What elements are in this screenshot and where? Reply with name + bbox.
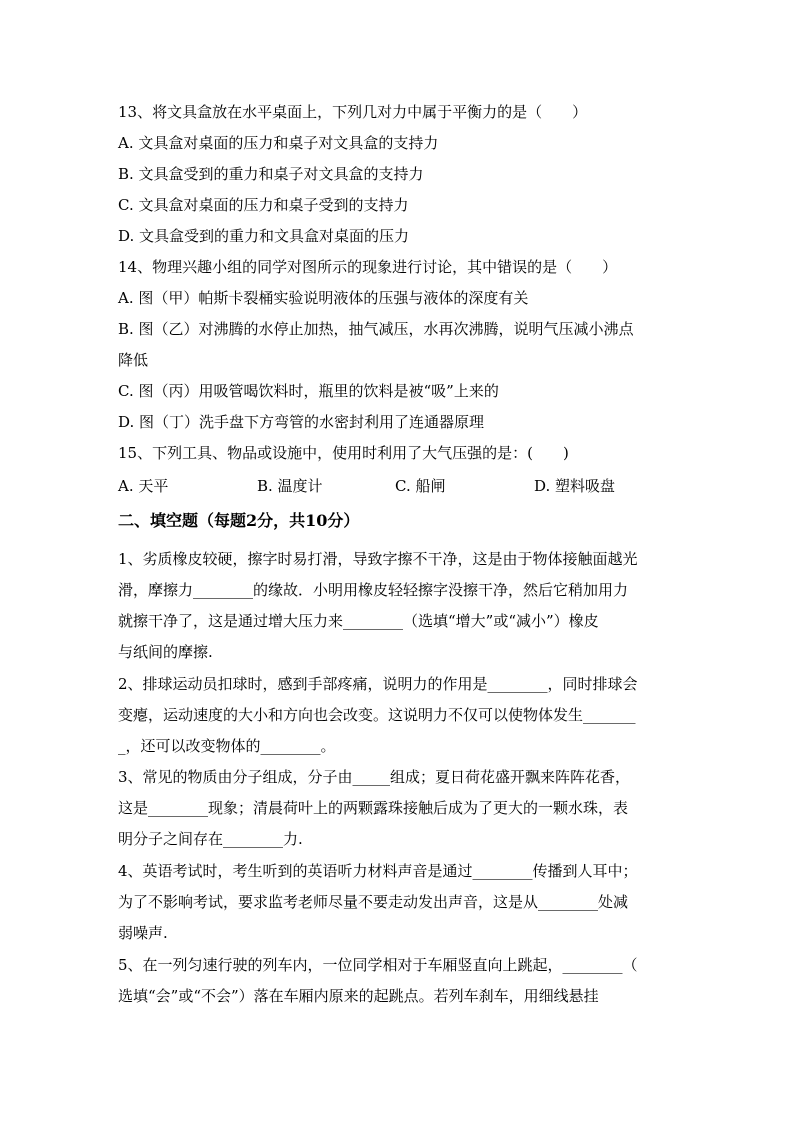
- fill2-line3: _，还可以改变物体的________。: [118, 737, 336, 755]
- q13-option-b: B. 文具盒受到的重力和桌子对文具盒的支持力: [118, 165, 424, 183]
- fill1-line1: 1、劣质橡皮较硬，擦字时易打滑，导致字擦不干净，这是由于物体接触面越光: [118, 550, 638, 568]
- q14-stem: 14、物理兴趣小组的同学对图所示的现象进行讨论，其中错误的是（ ）: [118, 258, 618, 276]
- q14-option-a: A. 图（甲）帕斯卡裂桶实验说明液体的压强与液体的深度有关: [118, 289, 529, 307]
- q14-option-b-line2: 降低: [118, 351, 149, 369]
- fill1-line3: 就擦干净了，这是通过增大压力来________（选填“增大”或“减小”）橡皮: [118, 612, 599, 630]
- fill5-line1: 5、在一列匀速行驶的列车内，一位同学相对于车厢竖直向上跳起，________（: [118, 956, 638, 974]
- q13-stem: 13、将文具盒放在水平桌面上，下列几对力中属于平衡力的是（ ）: [118, 103, 588, 121]
- q15-option-b: B. 温度计: [257, 477, 323, 495]
- q14-option-c: C. 图（丙）用吸管喝饮料时，瓶里的饮料是被“吸”上来的: [118, 382, 499, 400]
- fill4-line1: 4、英语考试时，考生听到的英语听力材料声音是通过________传播到人耳中；: [118, 862, 638, 880]
- q15-option-d: D. 塑料吸盘: [534, 477, 616, 495]
- fill4-line2: 为了不影响考试，要求监考老师尽量不要走动发出声音，这是从________处减: [118, 893, 629, 911]
- fill3-line3: 明分子之间存在________力.: [118, 830, 303, 848]
- fill2-line2: 变瘪，运动速度的大小和方向也会改变。这说明力不仅可以使物体发生_______: [118, 706, 636, 724]
- fill3-line1: 3、常见的物质由分子组成，分子由_____组成；夏日荷花盛开飘来阵阵花香，: [118, 768, 631, 786]
- section-heading: 二、填空题（每题2分，共10分）: [118, 511, 360, 530]
- fill1-line2: 滑，摩擦力________的缘故．小明用橡皮轻轻擦字没擦干净，然后它稍加用力: [118, 581, 629, 599]
- q13-option-d: D. 文具盒受到的重力和文具盒对桌面的压力: [118, 227, 410, 245]
- q15-stem: 15、下列工具、物品或设施中，使用时利用了大气压强的是：( ): [118, 444, 569, 462]
- fill3-line2: 这是________现象；清晨荷叶上的两颗露珠接触后成为了更大的一颗水珠，表: [118, 799, 629, 817]
- q15-option-a: A. 天平: [118, 477, 169, 495]
- fill5-line2: 选填“会”或“不会”）落在车厢内原来的起跳点。若列车刹车，用细线悬挂: [118, 987, 599, 1005]
- q13-option-c: C. 文具盒对桌面的压力和桌子受到的支持力: [118, 196, 409, 214]
- fill1-line4: 与纸间的摩擦.: [118, 643, 213, 661]
- q13-option-a: A. 文具盒对桌面的压力和桌子对文具盒的支持力: [118, 134, 439, 152]
- fill2-line1: 2、排球运动员扣球时，感到手部疼痛，说明力的作用是________，同时排球会: [118, 675, 638, 693]
- q15-option-c: C. 船闸: [395, 477, 446, 495]
- fill4-line3: 弱噪声.: [118, 924, 168, 942]
- q14-option-b-line1: B. 图（乙）对沸腾的水停止加热，抽气减压，水再次沸腾，说明气压减小沸点: [118, 320, 634, 338]
- q14-option-d: D. 图（丁）洗手盘下方弯管的水密封利用了连通器原理: [118, 413, 485, 431]
